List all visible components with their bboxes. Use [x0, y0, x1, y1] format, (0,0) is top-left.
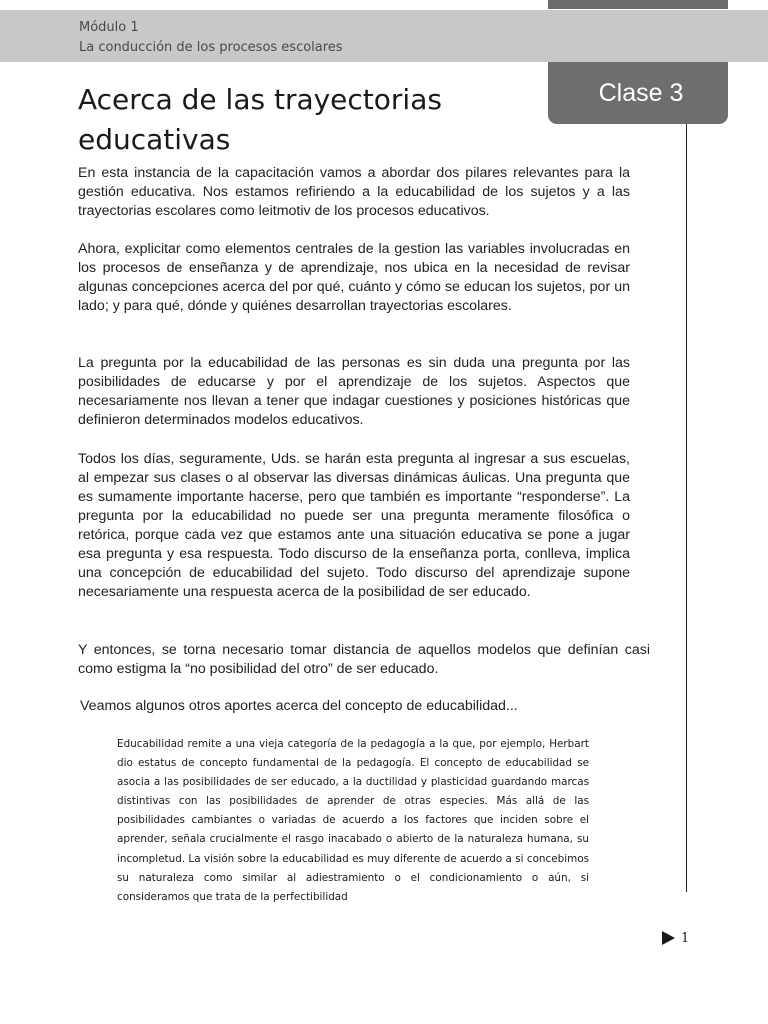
paragraph-3: La pregunta por la educabilidad de las personas es sin duda una pregunta por las posibilidades de educarse y por el aprendizaje de los sujetos. Aspectos que necesariamente nos llevan a tener que indagar cuestiones y posiciones históricas que definieron determinados modelos educativos.	[78, 355, 630, 428]
page-title: Acerca de las trayectorias educativas	[78, 83, 442, 156]
page-footer	[662, 928, 689, 948]
play-arrow-icon	[662, 931, 675, 945]
paragraph-2: Ahora, explicitar como elementos centrales de la gestion las variables involucradas en los procesos de enseñanza y de aprendizaje, nos ubica en la necesidad de revisar algunas concepciones acerca del por qué, cuánto y cómo se educan los sujetos, por un lado; y para qué, dónde y quiénes desarrollan trayectorias escolares.	[78, 241, 630, 314]
module-label: Módulo 1	[79, 20, 139, 35]
paragraph-4: Todos los días, seguramente, Uds. se harán esta pregunta al ingresar a sus escuelas, al empezar sus clases o al observar las diversas dinámicas áulicas. Una pregunta que es sumamente importante hacerse, pero que también es importante “responderse”. La pregunta por la educabilidad no puede ser una pregunta meramente filosófica o retórica, porque cada vez que estamos ante una situación educativa se pone a jugar esa pregunta y esa respuesta. Todo discurso de la enseñanza porta, conlleva, implica una concepción de educabilidad del sujeto. Todo discurso del aprendizaje supone necesariamente una respuesta acerca de la posibilidad de ser educado.	[78, 451, 630, 600]
header-tab-accent	[548, 0, 728, 9]
class-badge-label: Clase 3	[598, 78, 684, 107]
block-quote: Educabilidad remite a una vieja categoría de la pedagogía a la que, por ejemplo, Herbart dio estatus de concepto fundamental de la pedagogía. El concepto de educabilidad se asocia a las posibilidades de ser educado, a la ductilidad y plasticidad guardando marcas distintivas con las posibilidades de aprender de otras especies. Más allá de las posibilidades cambiantes o variadas de acuerdo a los factores que inciden sobre el aprender, señala crucialmente el rasgo inacabado o abierto de la naturaleza humana, su incompletud. La visión sobre la educabilidad es muy diferente de acuerdo a si concebimos su naturaleza como similar al adiestramiento o el condicionamiento o aún, si consideramos que trata de la perfectibilidad	[117, 738, 589, 903]
paragraph-5: Y entonces, se torna necesario tomar distancia de aquellos modelos que definían casi como estigma la “no posibilidad del otro” de ser educado.	[78, 642, 650, 677]
lead-in-text: Veamos algunos otros aportes acerca del concepto de educabilidad...	[80, 698, 518, 714]
margin-rule	[686, 124, 687, 892]
module-subtitle: La conducción de los procesos escolares	[79, 40, 343, 55]
class-badge	[548, 62, 728, 124]
paragraph-1: En esta instancia de la capacitación vamos a abordar dos pilares relevantes para la gestión educativa. Nos estamos refiriendo a la educabilidad de los sujetos y a las trayectorias escolares como leitmotiv de los procesos educativos.	[78, 165, 630, 219]
page-number: 1	[681, 930, 690, 946]
